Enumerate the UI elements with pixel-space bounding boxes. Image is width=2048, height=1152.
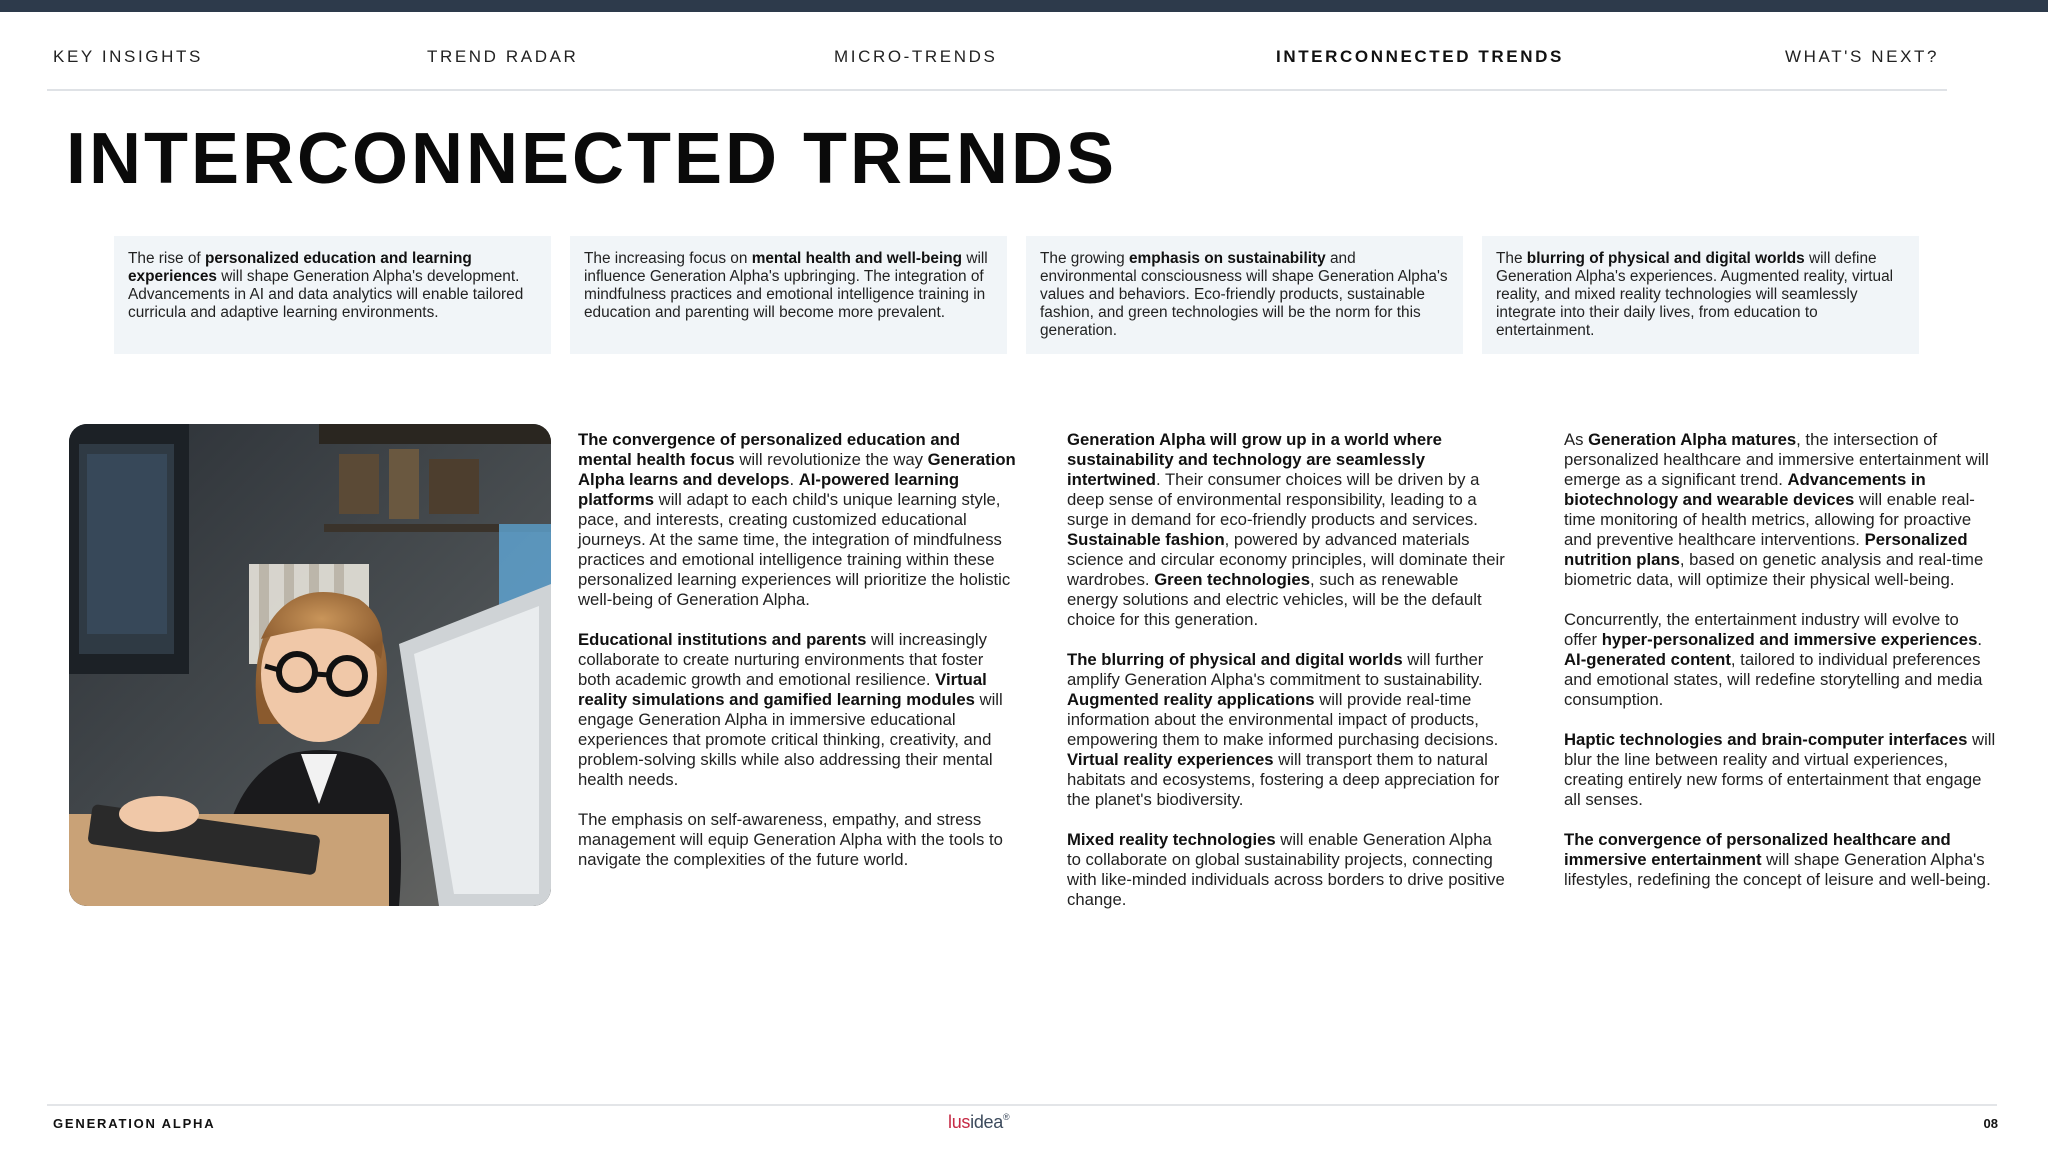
nav-item-micro-trends[interactable]: MICRO-TRENDS: [834, 47, 998, 66]
body-column-3: [1564, 430, 1996, 910]
nav-item-key-insights[interactable]: KEY INSIGHTS: [53, 47, 203, 66]
emphasis-text: Virtual reality experiences: [1067, 750, 1274, 769]
paragraph: [1564, 430, 1996, 590]
body-text: will engage Generation Alpha in immersive educational experiences that promote critical thinking, creativity, and problem-solving skills while also addressing their mental health needs.: [578, 690, 1003, 789]
body-text: will provide real-time information about the environmental impact of products, empowering them to make informed purchasing decisions.: [1067, 690, 1499, 749]
body-text: will shape Generation Alpha's lifestyles, redefining the concept of leisure and well-being.: [1564, 850, 1991, 889]
body-column-1: [578, 430, 1018, 890]
emphasis-text: AI-powered learning platforms: [578, 470, 960, 509]
paragraph: [1067, 830, 1507, 910]
emphasis-text: Augmented reality applications: [1067, 690, 1315, 709]
paragraph: [1564, 730, 1996, 810]
trend-card-education: The rise of personalized education and learning experiences will shape Generation Alpha's development. Advancements in AI and data analytics will enable tailored curricula and adaptive learning environments.: [114, 236, 551, 354]
top-accent-bar: [0, 0, 2048, 12]
emphasis-text: hyper-personalized and immersive experiences: [1601, 630, 1978, 649]
footer-report-name: GENERATION ALPHA: [53, 1116, 216, 1131]
body-text: , based on genetic analysis and real-time biometric data, will optimize their physical well-being.: [1564, 550, 1984, 589]
nav-divider: [47, 89, 1947, 91]
photo-illustration: [69, 424, 551, 906]
page-number: 08: [1983, 1116, 1998, 1131]
trend-card-sustainability: The growing emphasis on sustainability and environmental consciousness will shape Generation Alpha's values and behaviors. Eco-friendly products, sustainable fashion, and green technologies will be the norm for this generation.: [1026, 236, 1463, 354]
emphasis-text: Sustainable fashion: [1067, 530, 1225, 549]
body-text: will adapt to each child's unique learning style, pace, and interests, creating customized educational journeys. At the same time, the integration of mindfulness practices and emotional intelligence training within these personalized learning experiences will prioritize the holistic well-being of Generation Alpha.: [578, 490, 1011, 609]
child-at-computer-photo: [69, 424, 551, 906]
body-text: , powered by advanced materials science and circular economy principles, will dominate their wardrobes.: [1067, 530, 1505, 589]
body-text: The emphasis on self-awareness, empathy, and stress management will equip Generation Alpha with the tools to navigate the complexities of the future world.: [578, 810, 1003, 869]
trend-card-mental-health: The increasing focus on mental health and well-being will influence Generation Alpha's upbringing. The integration of mindfulness practices and emotional intelligence training in education and parenting will become more prevalent.: [570, 236, 1007, 354]
emphasis-text: Generation Alpha matures: [1588, 430, 1797, 449]
body-text: .: [789, 470, 799, 489]
body-text: , tailored to individual preferences and emotional states, will redefine storytelling and media consumption.: [1564, 650, 1983, 709]
body-text: . Their consumer choices will be driven by a deep sense of environmental responsibility, leading to a surge in demand for eco-friendly products and services.: [1067, 470, 1480, 529]
paragraph: [1564, 610, 1996, 710]
page-title: INTERCONNECTED TRENDS: [66, 119, 1118, 199]
body-text: will enable Generation Alpha to collaborate on global sustainability projects, connecting with like-minded individuals across borders to drive positive change.: [1067, 830, 1505, 909]
trend-card-physical-digital: The blurring of physical and digital worlds will define Generation Alpha's experiences. Augmented reality, virtual reality, and mixed reality technologies will seamlessly integrate into their daily lives, from education to entertainment.: [1482, 236, 1919, 354]
nav-item-trend-radar[interactable]: TREND RADAR: [427, 47, 579, 66]
emphasis-text: Mixed reality technologies: [1067, 830, 1276, 849]
body-text: As: [1564, 430, 1589, 449]
emphasis-text: AI-generated content: [1564, 650, 1731, 669]
trend-cards: [114, 236, 1919, 354]
paragraph: [1067, 430, 1507, 630]
body-text: will further amplify Generation Alpha's commitment to sustainability.: [1067, 650, 1484, 689]
body-text: will revolutionize the way: [734, 450, 928, 469]
paragraph: [578, 430, 1018, 610]
emphasis-text: Generation Alpha will grow up in a world where sustainability and technology are seamlessly intertwined: [1067, 430, 1442, 489]
body-text: , the intersection of personalized healthcare and immersive entertainment will emerge as a significant trend.: [1564, 430, 1989, 489]
body-text: will enable real-time monitoring of health metrics, allowing for proactive and preventive healthcare interventions.: [1564, 490, 1975, 549]
paragraph: [578, 630, 1018, 790]
footer-divider: [47, 1104, 1997, 1106]
body-column-2: [1067, 430, 1507, 930]
emphasis-text: Advancements in biotechnology and wearable devices: [1564, 470, 1926, 509]
emphasis-text: Generation Alpha learns and develops: [578, 450, 1016, 489]
emphasis-text: Educational institutions and parents: [578, 630, 867, 649]
paragraph: [1564, 830, 1996, 890]
paragraph: [578, 810, 1018, 870]
emphasis-text: The convergence of personalized healthcare and immersive entertainment: [1564, 830, 1951, 869]
nav-item-interconnected-trends[interactable]: INTERCONNECTED TRENDS: [1276, 47, 1564, 66]
emphasis-text: The blurring of physical and digital worlds: [1067, 650, 1403, 669]
body-text: will transport them to natural habitats and ecosystems, fostering a deep appreciation for the planet's biodiversity.: [1067, 750, 1500, 809]
body-text: will increasingly collaborate to create nurturing environments that foster both academic growth and emotional resilience.: [578, 630, 987, 689]
emphasis-text: Haptic technologies and brain-computer interfaces: [1564, 730, 1968, 749]
nav-item-whats-next[interactable]: WHAT'S NEXT?: [1785, 47, 1940, 66]
lusidea-logo: lusidea®: [948, 1112, 1010, 1132]
emphasis-text: Virtual reality simulations and gamified learning modules: [578, 670, 987, 709]
body-text: , such as renewable energy solutions and electric vehicles, will be the default choice for this generation.: [1067, 570, 1482, 629]
section-nav: [47, 47, 1947, 71]
emphasis-text: The convergence of personalized education and mental health focus: [578, 430, 961, 469]
emphasis-text: Green technologies: [1154, 570, 1310, 589]
paragraph: [1067, 650, 1507, 810]
body-text: .: [1977, 630, 1983, 649]
body-text: Concurrently, the entertainment industry will evolve to offer: [1564, 610, 1959, 649]
body-text: will blur the line between reality and virtual experiences, creating entirely new forms of entertainment that engage all senses.: [1564, 730, 1996, 809]
emphasis-text: Personalized nutrition plans: [1564, 530, 1968, 569]
